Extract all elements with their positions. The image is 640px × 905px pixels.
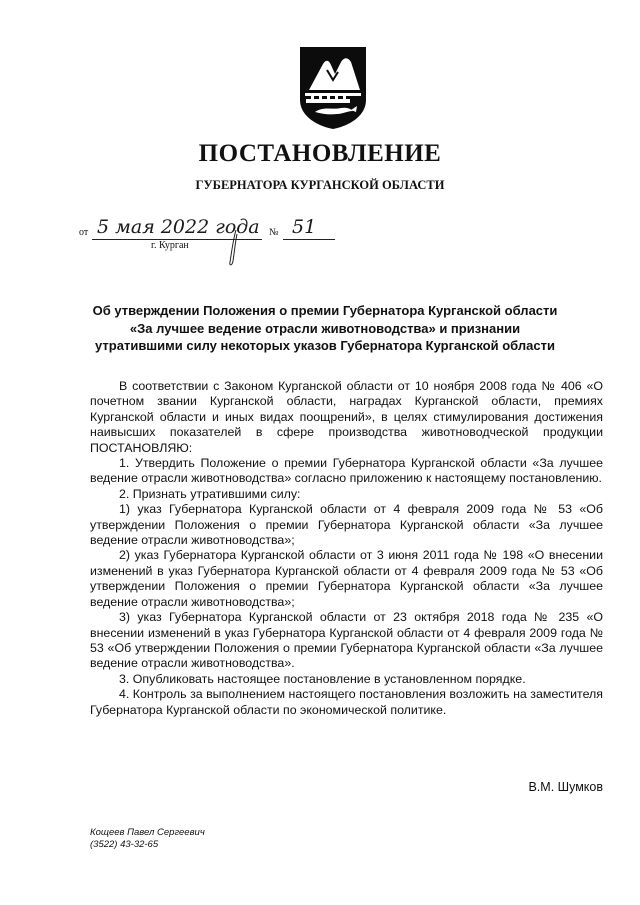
document-title: ПОСТАНОВЛЕНИЕ — [198, 140, 442, 167]
heading-line: «За лучшее ведение отрасли животноводства» и признании — [129, 320, 521, 336]
contact-phone: (3522) 43-32-65 — [90, 839, 159, 850]
number-underline — [283, 239, 335, 240]
document-body — [90, 379, 603, 718]
handwritten-date: 5 мая 2022 года — [97, 216, 260, 238]
body-paragraph: 3) указ Губернатора Курганской области от 23 октября 2018 года № 235 «О внесении изменений в указ Губернатора Курганской области от 4 февраля 2009 года № 53 «Об утверждении Положения о премии Губернатора Курганской области «За лучшее ведение отрасли животноводства». — [90, 610, 603, 671]
number-prefix: № — [269, 227, 279, 238]
date-prefix: от — [79, 227, 89, 238]
heading-line: Об утверждении Положения о премии Губернатора Курганской области — [92, 303, 558, 318]
body-paragraph: 4. Контроль за выполнением настоящего постановления возложить на заместителя Губернатора Курганской области по экономической политике. — [90, 687, 603, 717]
pen-stroke-icon — [226, 228, 240, 268]
body-paragraph: 2) указ Губернатора Курганской области от 3 июня 2011 года № 198 «О внесении изменений в указ Губернатора Курганской области от 4 февраля 2009 года № 53 «Об утверждении Положения о премии Губернатора Курганской области «За лучшее ведение отрасли животноводства»; — [90, 548, 603, 609]
coat-of-arms-icon — [297, 44, 369, 130]
body-paragraph: 2. Признать утратившими силу: — [119, 486, 301, 501]
handwritten-number: 51 — [292, 216, 317, 238]
signature-name: В.М. Шумков — [528, 780, 603, 794]
body-paragraph: 1. Утвердить Положение о премии Губернатора Курганской области «За лучшее ведение отрасли животноводства» согласно приложению к настоящему постановлению. — [90, 456, 603, 486]
body-paragraph: 1) указ Губернатора Курганской области от 4 февраля 2009 года № 53 «Об утверждении Положения о премии Губернатора Курганской области «За лучшее ведение отрасли животноводства»; — [90, 502, 603, 548]
body-paragraph: В соответствии с Законом Курганской области от 10 ноября 2008 года № 406 «О почетном звании Курганской области, наградах Курганской области, премиях Курганской области и иных видах поощрений», в целях стимулирования достижения наивысших показателей в сфере производства животноводческой продукции ПОСТАНОВЛЯЮ: — [90, 379, 603, 455]
city-label: г. Курган — [151, 240, 189, 251]
contact-name: Кощеев Павел Сергеевич — [90, 827, 205, 838]
body-paragraph: 3. Опубликовать настоящее постановление в установленном порядке. — [119, 671, 526, 686]
document-heading — [60, 302, 590, 355]
heading-line: утратившими силу некоторых указов Губернатора Курганской области — [95, 338, 555, 353]
document-subtitle: ГУБЕРНАТОРА КУРГАНСКОЙ ОБЛАСТИ — [195, 178, 445, 192]
